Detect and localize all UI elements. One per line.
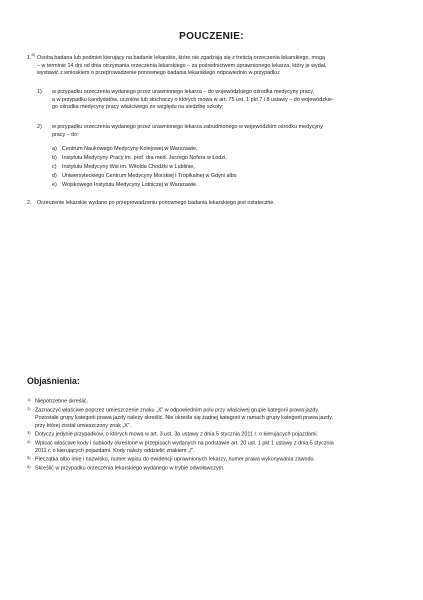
footnote-marker: 6) [31,52,36,58]
text-line: pracy – do: [52,131,79,138]
list-item-1 [52,89,408,112]
paragraph-number: 2. [27,200,32,206]
footnote-item: 3) Dotyczy jedynie przypadków, o których mowa w art. 3 ust. 3a ustawy z dnia 5 stycznia 2011 r. o kierujących pojazdami. [27,430,319,438]
list-item-number: 1) [37,89,42,95]
sub-list-item: d) Uniwersyteckiego Centrum Medycyny Morskiej i Tropikalnej w Gdyni albo [52,173,237,179]
footnote-item: 2) Zaznaczyć właściwe poprzez umieszczenie znaku „X” w odpowiednim polu przy właściwej grupie kategorii prawa jazdy. Pozostałe grupy kategorii prawa jazdy należy skreślić. Nie określa się żadnej kategorii w ramach grupy kategorii prawa jazdy, przy której został umieszczony znak „X”. [27,406,334,429]
explanations-heading: Objaśnienia: [27,376,80,386]
footnote-item: 4) Wpisać właściwe kody i subkody określone w przepisach wydanych na podstawie art. 20 ust. 1 pkt 1 ustawy z dnia 5 stycznia 2011 r. o kierujących pojazdami. Kody należy oddzielić znakiem „/”. [27,439,334,454]
paragraph-2-text: Orzeczenie lekarskie wydane po przeprowadzeniu ponownego badania lekarskiego jest ostateczne. [37,200,275,206]
footnote-item: 5) Pieczątka albo imię i nazwisko, numer wpisu do ewidencji uprawnionych lekarzy, numer prawa wykonywania zawodu. [27,455,316,463]
paragraph-1-text [37,55,409,78]
page-title: POUCZENIE: [179,31,244,42]
text-line: wystawić z wnioskiem o przeprowadzenie ponownego badania lekarskiego odpowiednio w przypadku: [37,70,281,76]
text-line: w przypadku orzeczenia wydanego przez urawnionego lekarza – do wojewódzkiego ośrodka medycyny pracy, [52,89,315,95]
sub-list-item: b) Instytutu Medycyny Pracy im. prof. dra med. Jerzego Nofera w Łodzi, [52,155,227,161]
footnote-marker: 4) [27,439,31,444]
footnote-marker: 5) [27,455,31,460]
sub-list-item: c) Instytutu Medycyny Wsi im. Witolda Chodźki w Lublinie, [52,164,195,170]
sub-list-item: e) Wojskowego Instytutu Medycyny Lotniczej w Warszawie. [52,182,198,188]
footnote-marker: 6) [27,464,31,469]
text-line: Osoba badana lub podmiot kierujący na badanie lekarskie, które nie zgadzają się z treścią orzeczenia lekarskiego, mogą [37,55,325,61]
text-line: – w terminie 14 dni od dnia otrzymania orzeczenia lekarskiego – za pośrednictwem uprawnionego lekarza, który je wydał, [37,62,327,69]
footnote-marker: 1) [27,397,31,402]
list-item-number: 2) [37,124,42,130]
footnote-item: 1) Niepotrzebne skreślić. [27,397,89,405]
text-line: a w przypadku kandydatów, uczniów lub słuchaczy o których mowa w art. 75 ust. 1 pkt 7 i 8 ustawy – do wojewódzkie- [52,96,334,103]
sub-list-item: a) Centrum Naukowego Medycyny Kolejowej w Warszawie, [52,146,198,152]
footnote-marker: 3) [27,430,31,435]
text-line: go ośrodka medycyny pracy właściwego ze względu na siedzibę szkoły; [52,104,224,110]
text-line: w przypadku orzeczenia wydanego przez urawnionego lekarza zatrudnionego w wojewódzkim ośrodku medycyny [52,124,323,130]
footnote-item: 6) Skreślić w przypadku orzeczenia lekarskiego wydanego w trybie odwoławczym. [27,464,225,472]
paragraph-number: 1.$^{6)}$ [27,52,36,61]
list-item-2 [52,124,408,139]
footnote-marker: 2) [27,406,31,411]
